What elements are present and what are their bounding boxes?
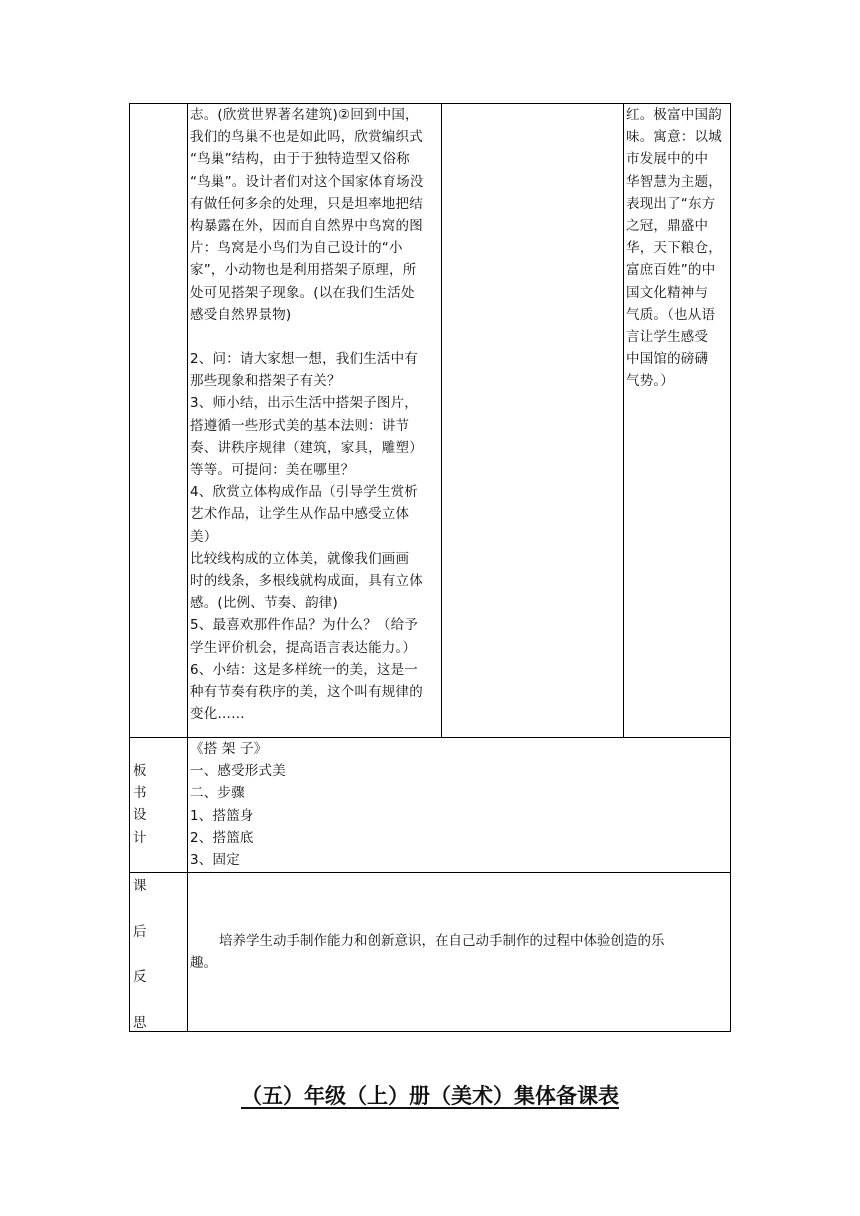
board-line: 2、搭篮底 <box>190 829 254 846</box>
row-divider-2 <box>129 872 731 873</box>
procedure-line: 等等。可提问：美在哪里？ <box>190 462 355 478</box>
reflection-label-char: 反 <box>133 969 147 985</box>
procedure-line: 时的线条，多根线就构成面，具有立体 <box>190 572 423 589</box>
procedure-line: 美） <box>190 528 218 545</box>
table-bottom-border <box>129 1031 731 1032</box>
notes-line: 华，天下粮仓， <box>626 240 722 257</box>
notes-line: 气势。） <box>626 373 675 390</box>
procedure-line: 3、师小结，出示生活中搭架子图片， <box>190 395 418 412</box>
board-label-char: 板 <box>133 763 147 779</box>
notes-line: 市发展中的中 <box>626 151 709 168</box>
board-label-char: 书 <box>133 785 147 802</box>
procedure-line: 学生评价机会，提高语言表达能力。） <box>190 639 417 656</box>
procedure-line <box>190 326 424 348</box>
notes-line: 表现出了“东方 <box>626 195 716 212</box>
reflection-label-char: 思 <box>133 1014 147 1031</box>
procedure-line: 2、问：请大家想一想，我们生活中有 <box>190 351 418 368</box>
notes-line: 味。寓意：以城 <box>626 129 722 146</box>
board-line: 二、步骤 <box>190 785 245 802</box>
reflection-line-2: 趣。 <box>190 955 217 971</box>
procedure-line: “鸟巢”结构，由于于独特造型又俗称 <box>190 151 410 168</box>
procedure-line: 搭遵循一些形式美的基本法则：讲节 <box>190 417 410 434</box>
table-right-border <box>730 103 731 1032</box>
reflection-label <box>133 875 147 1057</box>
procedure-line: 感受自然界景物) <box>190 306 292 323</box>
reflection-line-1: 培养学生动手制作能力和创新意识，在自己动手制作的过程中体验创造的乐 <box>219 933 665 949</box>
notes-line: 富庶百姓”的中 <box>626 262 716 279</box>
board-line: 1、搭篮身 <box>190 807 254 824</box>
page-title <box>0 1080 860 1110</box>
procedure-line: 感。(比例、节奏、韵律) <box>190 595 338 612</box>
col-divider-1 <box>187 103 188 1032</box>
procedure-line: 我们的鸟巢不也是如此吗，欣赏编织式 <box>190 129 423 146</box>
notes-line: 气质。（也从语 <box>626 306 716 323</box>
board-label-char: 设 <box>133 807 147 824</box>
reflection-label-char: 后 <box>133 923 147 940</box>
procedure-line: 变化…… <box>190 706 245 723</box>
notes-line: 华智慧为主题， <box>626 173 722 190</box>
procedure-line: 种有节奏有秩序的美，这个叫有规律的 <box>190 683 423 700</box>
notes-line: 国文化精神与 <box>626 284 709 301</box>
procedure-line: 那些现象和搭架子有关？ <box>190 373 341 390</box>
procedure-line: “鸟巢”。设计者们对这个国家体育场没 <box>190 173 424 190</box>
procedure-line: 处可见搭架子现象。(以在我们生活处 <box>190 284 415 301</box>
procedure-line: 奏、讲秩序规律（建筑，家具，雕塑） <box>190 439 423 456</box>
notes-line: 中国馆的磅礴 <box>626 351 709 368</box>
procedure-line: 有做任何多余的处理，只是坦率地把结 <box>190 195 423 212</box>
notes-line: 红。极富中国韵 <box>626 107 722 123</box>
procedure-line: 比较线构成的立体美，就像我们画画 <box>190 550 410 567</box>
board-design-content <box>190 738 286 871</box>
procedure-line: 艺术作品，让学生从作品中感受立体 <box>190 506 410 523</box>
procedure-line: 5、最喜欢那件作品？为什么？（给予 <box>190 617 418 634</box>
teaching-procedure-text <box>190 104 424 725</box>
notes-line: 言让学生感受 <box>626 328 709 345</box>
reflection-label-char: 课 <box>133 878 147 894</box>
board-label-char: 计 <box>133 829 147 846</box>
board-design-label <box>133 760 147 849</box>
board-line: 3、固定 <box>190 851 240 868</box>
procedure-line: 构暴露在外，因而自自然界中鸟窝的图 <box>190 217 423 234</box>
board-line: 《搭 架 子》 <box>190 741 268 757</box>
procedure-line: 片：鸟窝是小鸟们为自己设计的“小 <box>190 240 403 257</box>
page-title-text: （五）年级（上）册（美术）集体备课表 <box>241 1084 619 1108</box>
procedure-line: 6、小结：这是多样统一的美，这是一 <box>190 661 418 678</box>
design-notes-text <box>626 104 722 392</box>
procedure-line: 4、欣赏立体构成作品（引导学生赏析 <box>190 484 418 501</box>
procedure-line: 志。(欣赏世界著名建筑)②回到中国， <box>190 107 419 123</box>
col-divider-3 <box>623 103 624 738</box>
table-left-border <box>129 103 130 1032</box>
reflection-text <box>190 930 665 974</box>
notes-line: 之冠，鼎盛中 <box>626 217 709 234</box>
procedure-line: 家”，小动物也是利用搭架子原理，所 <box>190 262 417 279</box>
board-line: 一、感受形式美 <box>190 763 286 780</box>
col-divider-2 <box>441 103 442 738</box>
